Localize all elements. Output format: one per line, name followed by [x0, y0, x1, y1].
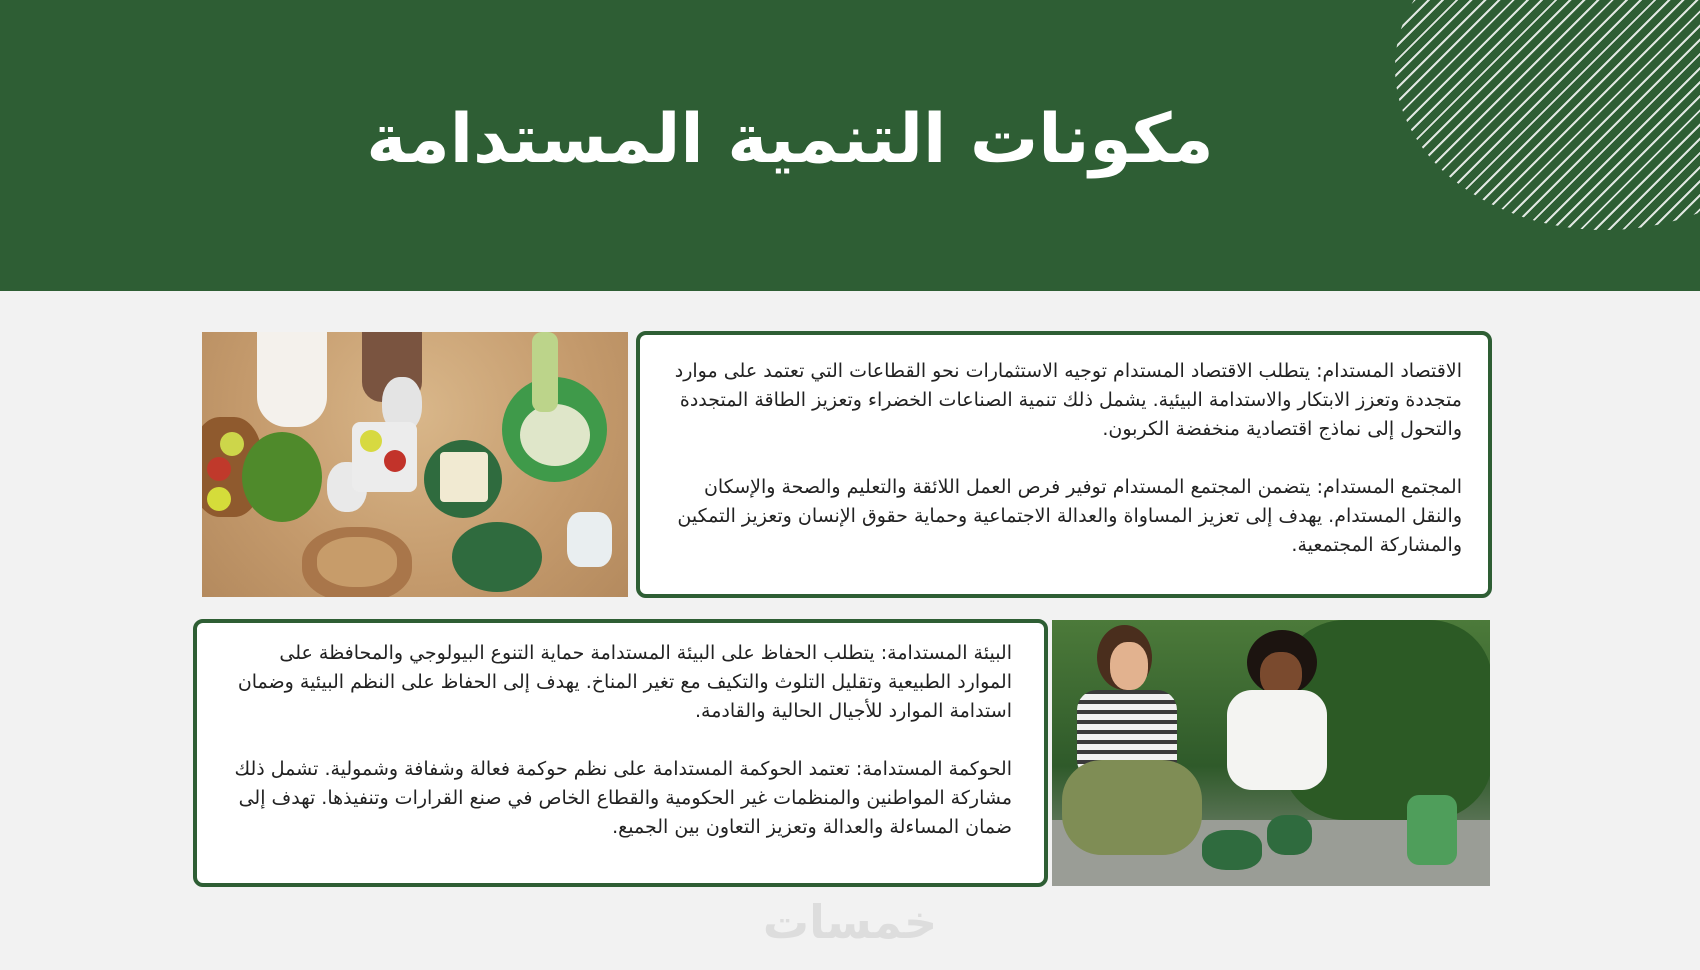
spray-bottle-decoration [567, 512, 612, 567]
header-banner [0, 0, 1700, 291]
white-shirt-decoration [1227, 690, 1327, 790]
herbs-decoration [242, 432, 322, 522]
governance-paragraph: الحوكمة المستدامة: تعتمد الحوكمة المستدامة على نظم حوكمة فعالة وشفافة وشمولية. تشمل ذلك مشاركة المواطنين والمنظمات غير الحكومية والقطاع الخاص في صنع القرارات وتنفيذها. تهدف إلى ضمان المساءلة والعدالة وتعزيز التعاون بين الجميع. [234, 758, 1012, 838]
apple-decoration [384, 450, 406, 472]
apple-decoration [207, 487, 231, 511]
apple-decoration [220, 432, 244, 456]
seedling-tray-decoration [452, 522, 542, 592]
apple-decoration [207, 457, 231, 481]
environment-paragraph: البيئة المستدامة: يتطلب الحفاظ على البيئة المستدامة حماية التنوع البيولوجي والمحافظة على الموارد الطبيعية وتقليل التلوث والتكيف مع تغير المناخ. يهدف إلى الحفاظ على النظم البيئية وضمان استدامة الموارد للأجيال الحالية والقادمة. [237, 642, 1012, 722]
society-paragraph: المجتمع المستدام: يتضمن المجتمع المستدام توفير فرص العمل اللائقة والتعليم والصحة والإسكان والنقل المستدام. يهدف إلى تعزيز المساواة والعدالة الاجتماعية وحماية حقوق الإنسان وتعزيز التمكين والمشاركة المجتمعية. [677, 476, 1462, 556]
slide-title: مكونات التنمية المستدامة [366, 100, 1214, 179]
cabbage-decoration [520, 404, 590, 466]
watermark-logo: خمسات [762, 895, 938, 949]
apple-decoration [360, 430, 382, 452]
woman-face-decoration [1110, 642, 1148, 690]
potted-plant-decoration [1267, 815, 1312, 855]
potted-plant-decoration [1202, 830, 1262, 870]
olive-pants-decoration [1062, 760, 1202, 855]
potatoes-decoration [317, 537, 397, 587]
seed-packets-decoration [440, 452, 488, 502]
economy-paragraph: الاقتصاد المستدام: يتطلب الاقتصاد المستدام توجيه الاستثمارات نحو القطاعات التي تعتمد على موارد متجددة وتعزز الابتكار والاستدامة البيئية. يشمل ذلك تنمية الصناعات الخضراء وتعزيز الطاقة المتجددة والتحول إلى نماذج اقتصادية منخفضة الكربون. [674, 360, 1462, 440]
planting-photo [1052, 620, 1490, 886]
economy-society-card [636, 331, 1492, 598]
leek-decoration [532, 332, 558, 412]
watering-can-decoration [1407, 795, 1457, 865]
gardening-photo [202, 332, 628, 597]
environment-governance-card [193, 619, 1048, 887]
person-arm-decoration [257, 332, 327, 427]
